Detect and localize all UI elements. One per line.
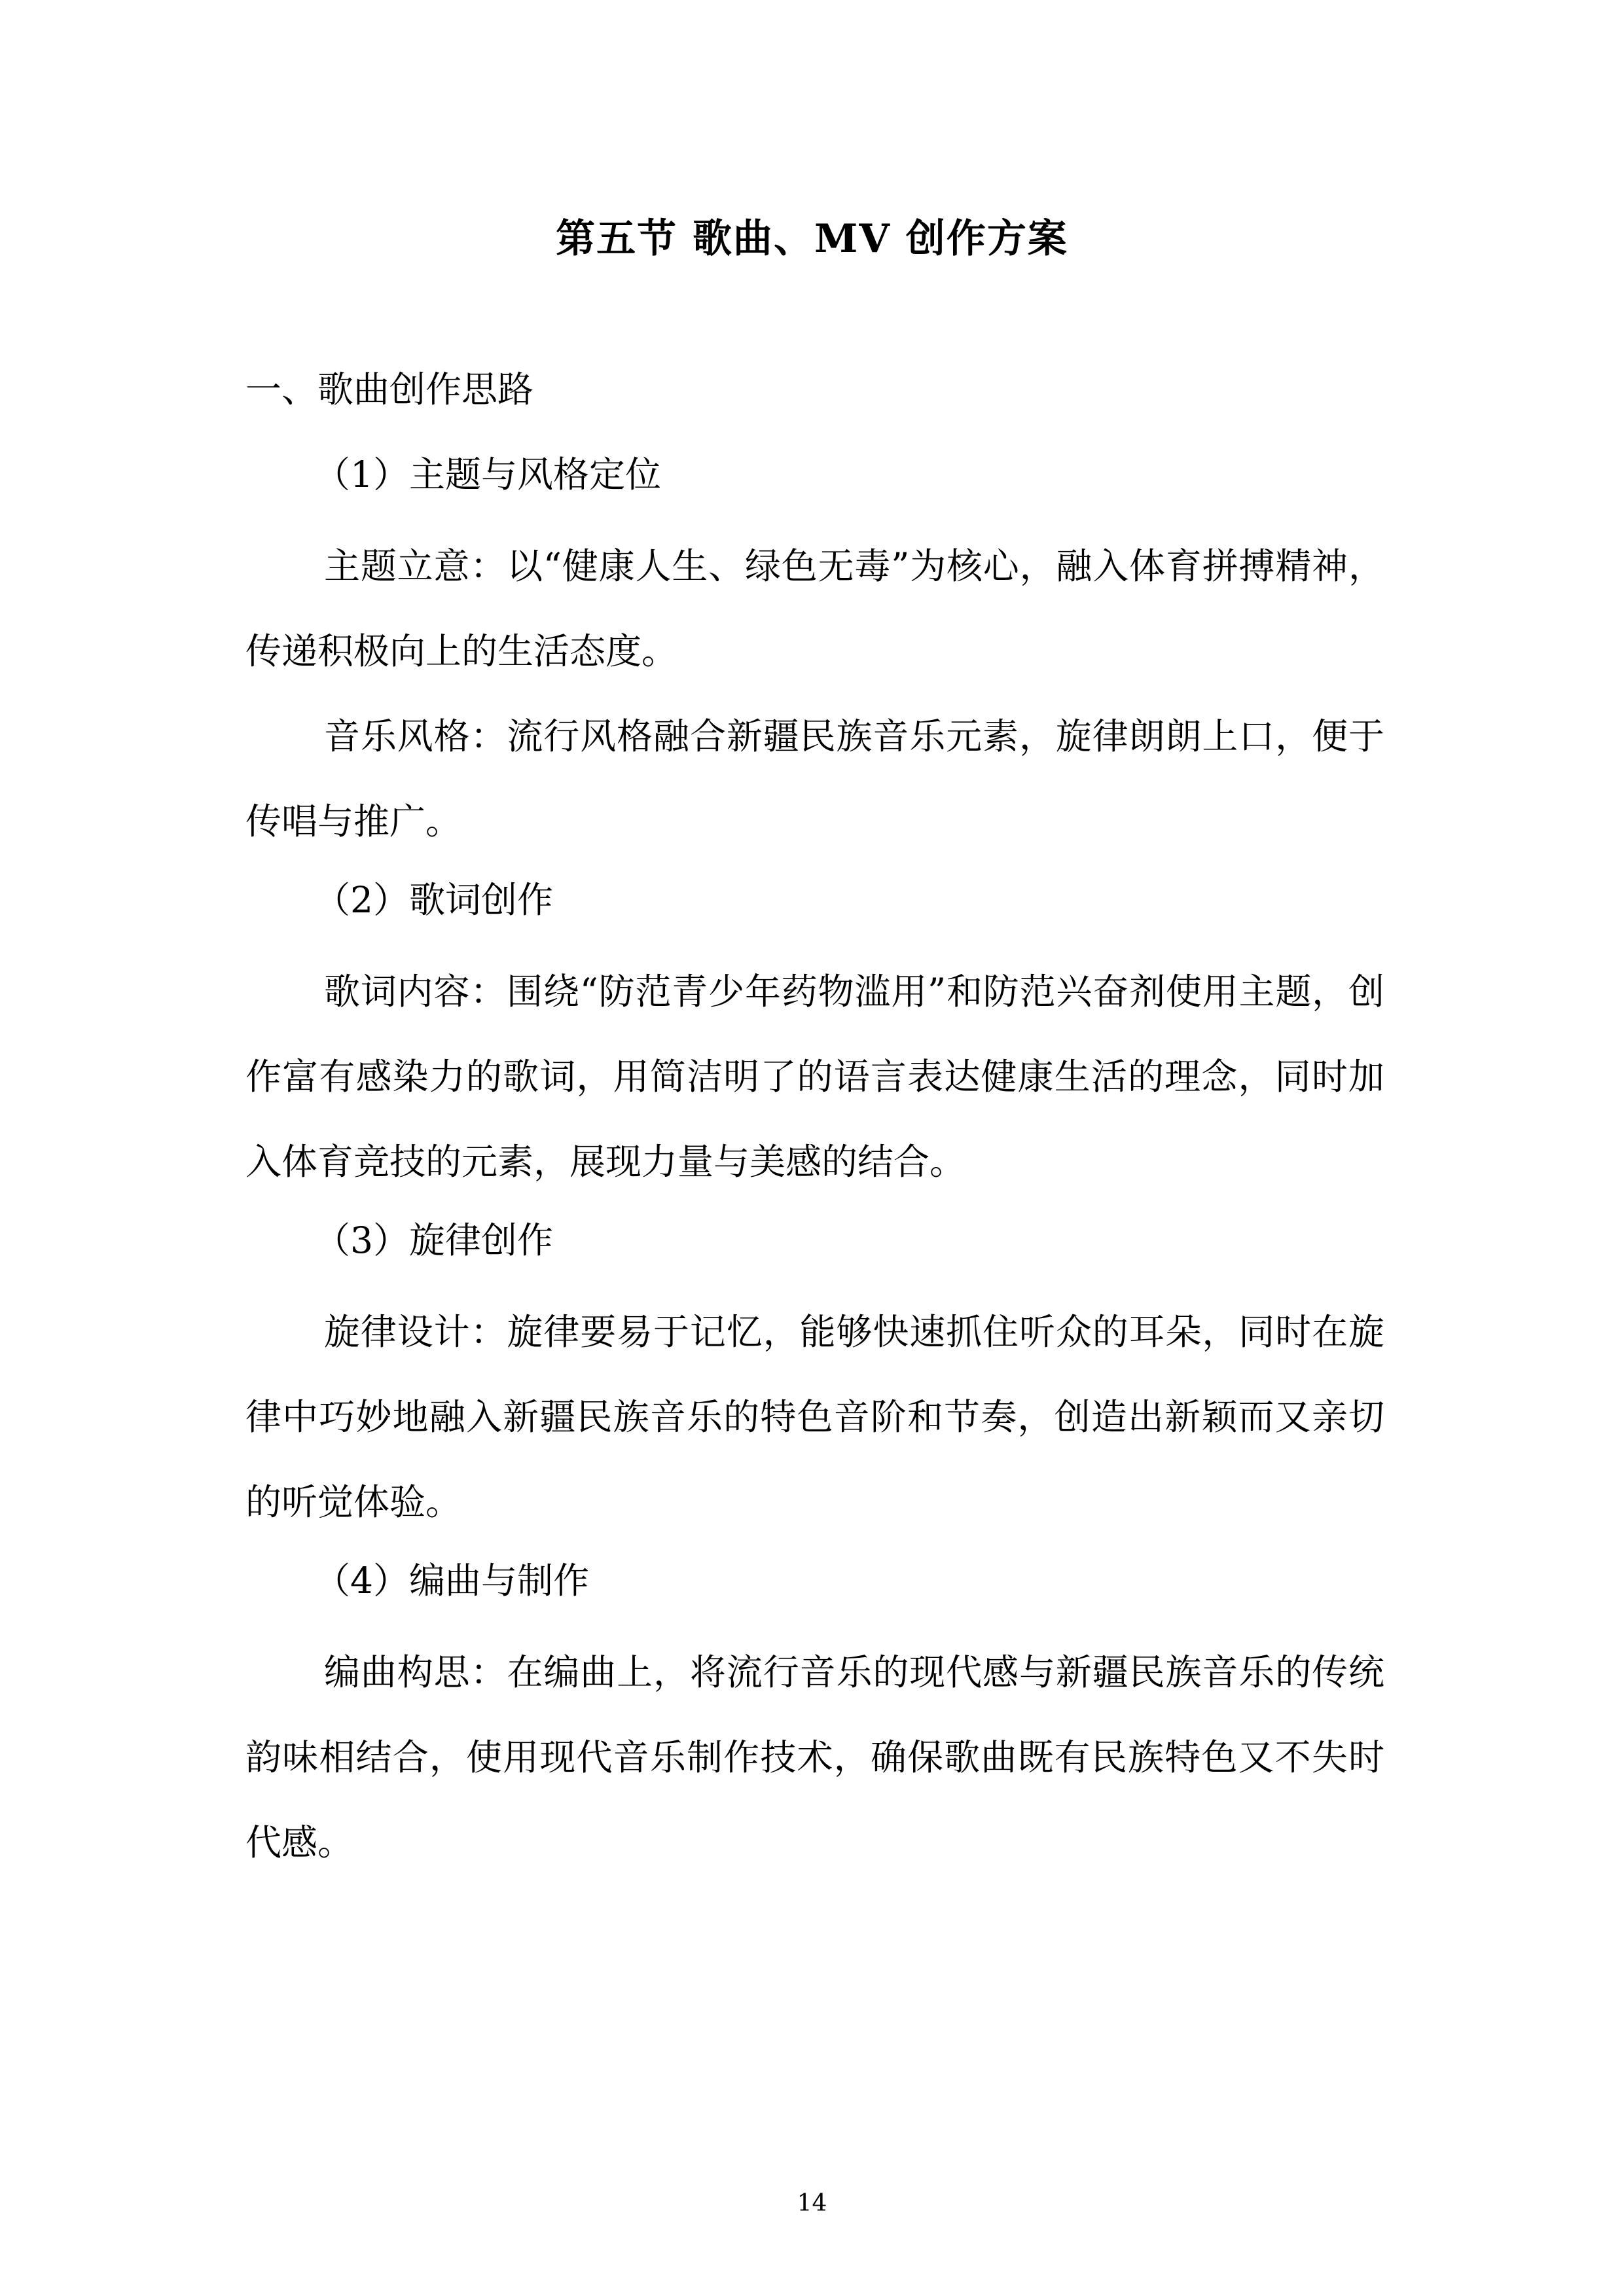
paragraph-arrangement: 编曲构思：在编曲上，将流行音乐的现代感与新疆民族音乐的传统韵味相结合，使用现代音乐制作技术，确保歌曲既有民族特色又不失时代感。 <box>245 1651 1384 1863</box>
subsection-heading-4: （4）编曲与制作 <box>314 1560 589 1602</box>
paragraph-style: 音乐风格：流行风格融合新疆民族音乐元素，旋律朗朗上口，便于传唱与推广。 <box>245 715 1384 842</box>
paragraph-lyrics: 歌词内容：围绕“防范青少年药物滥用”和防范兴奋剂使用主题，创作富有感染力的歌词，用简洁明了的语言表达健康生活的理念，同时加入体育竞技的元素，展现力量与美感的结合。 <box>245 971 1384 1183</box>
page-title: 第五节 歌曲、MV 创作方案 <box>556 216 1068 262</box>
paragraph-theme: 主题立意：以“健康人生、绿色无毒”为核心，融入体育拼搏精神，传递积极向上的生活态度。 <box>245 545 1384 672</box>
subsection-heading-3: （3）旋律创作 <box>314 1219 553 1261</box>
subsection-heading-1: （1）主题与风格定位 <box>314 454 661 495</box>
section-heading: 一、歌曲创作思路 <box>245 368 534 410</box>
page-number: 14 <box>797 2190 827 2217</box>
paragraph-melody: 旋律设计：旋律要易于记忆，能够快速抓住听众的耳朵，同时在旋律中巧妙地融入新疆民族音乐的特色音阶和节奏，创造出新颖而又亲切的听觉体验。 <box>245 1311 1384 1523</box>
subsection-heading-2: （2）歌词创作 <box>314 879 553 921</box>
